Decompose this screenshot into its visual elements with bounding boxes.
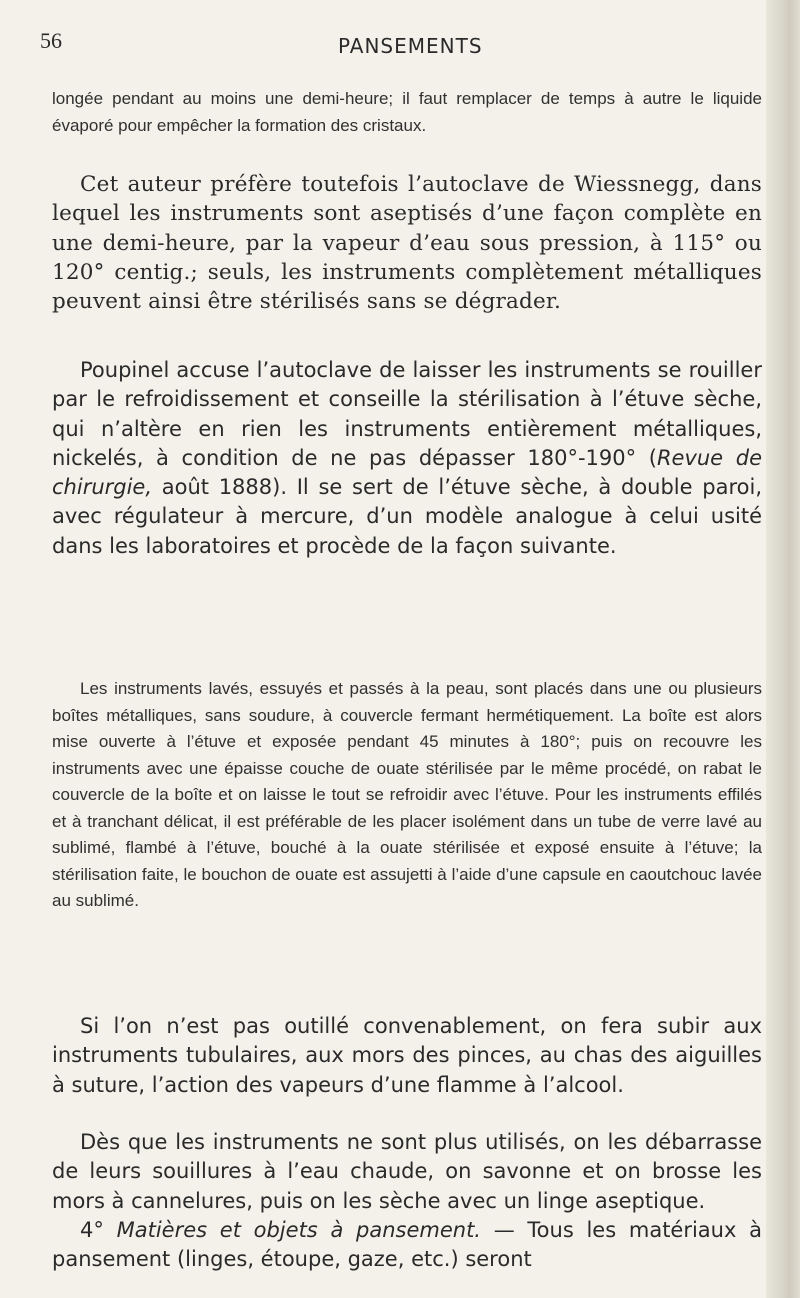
paragraph-continuation: [52, 86, 762, 139]
paragraph-7: [52, 1216, 762, 1275]
journal-title: Revue de chirurgie,: [52, 445, 762, 500]
tubular-instruments-block: [52, 1012, 762, 1100]
procedure-note-block: [52, 676, 762, 915]
cleaning-block: [52, 1128, 762, 1216]
paragraph-3-text-end: août 1888). Il se sert de l’étuve sèche, à double paroi, avec régulateur à mercure, d’un modèle analogue à celui usité dans les laboratoires et procède de la façon suivante.: [52, 475, 762, 558]
paragraph-4: Les instruments lavés, essuyés et passés à la peau, sont placés dans une ou plusieurs boîtes métalliques, sans soudure, à couvercle fermant hermétiquement. La boîte est alors mise ouverte à l’étuve et exposée pendant 45 minutes à 180°; puis on recouvre les instruments avec une épaisse couche de ouate stérilisée par le même procédé, on rabat le couvercle de la boîte et on laisse le tout se refroidir avec l’étuve. Pour les instruments effilés et à tranchant délicat, il est préférable de les placer isolément dans un tube de verre lavé au sublimé, flambé à l’étuve, bouché à la ouate stérilisée et exposé ensuite à l’étuve; la stérilisation faite, le bouchon de ouate est assujetti à l’aide d’une capsule en caoutchouc lavée au sublimé.: [52, 679, 762, 910]
paragraph-7-text: — Tous les matériaux à pansement (linges, étoupe, gaze, etc.) seront: [52, 1218, 762, 1272]
paragraph-6: Dès que les instruments ne sont plus utilisés, on les débarrasse de leurs souillures à l’eau chaude, on savonne et on brosse les mors à cannelures, puis on les sèche avec un linge aseptique.: [52, 1130, 762, 1213]
paragraph-2: Cet auteur préfère toutefois l’autoclave de Wiessnegg, dans lequel les instruments sont aseptisés d’une façon complète en une demi-heure, par la vapeur d’eau sous pression, à 115° ou 120° centig.; seuls, les instruments complètement métalliques peuvent ainsi être stérilisés sans se dégrader.: [52, 172, 762, 315]
dressing-materials-block: [52, 1216, 762, 1275]
section-heading: Matières et objets à pansement.: [116, 1218, 481, 1242]
paragraph-3: [52, 356, 762, 561]
paragraph-1: longée pendant au moins une demi-heure; il faut remplacer de temps à autre le liquide évaporé pour empêcher la formation des cristaux.: [52, 89, 762, 135]
paragraph-5: Si l’on n’est pas outillé convenablement, on fera subir aux instruments tubulaires, aux mors des pinces, au chas des aiguilles à suture, l’action des vapeurs d’une flamme à l’alcool.: [52, 1014, 762, 1097]
running-title: PANSEMENTS: [338, 34, 483, 58]
page-number: 56: [40, 28, 62, 53]
page-edge-shadow: [766, 0, 800, 1298]
paragraph-3-text-start: Poupinel accuse l’autoclave de laisser les instruments se rouiller par le refroidissement et conseille la stérilisation à l’étuve sèche, qui n’altère en rien les instruments entièrement métalliques, nickelés, à condition de ne pas dépasser 180°-190° (: [52, 358, 762, 470]
section-number: 4°: [80, 1218, 104, 1242]
paragraph-poupinel-block: [52, 356, 762, 561]
page-header: [0, 28, 800, 68]
paragraph-autoclave-block: [52, 170, 762, 316]
